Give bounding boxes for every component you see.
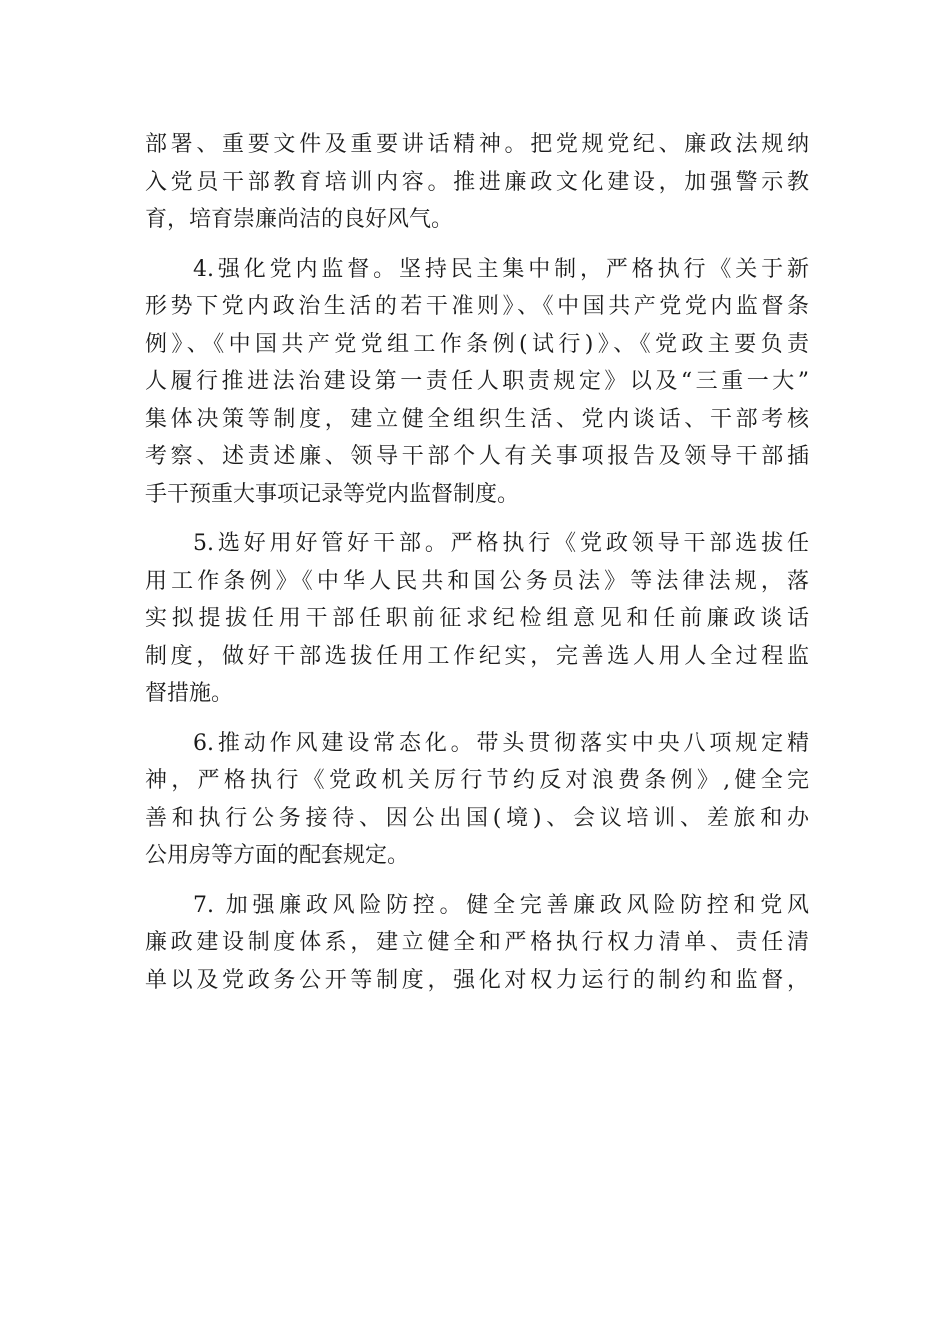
text-line: 手干预重大事项记录等党内监督制度。: [145, 481, 520, 507]
text-line: 制度，做好干部选拔任用工作纪实，完善选人用人全过程监: [145, 643, 809, 669]
text-line: 实拟提拔任用干部任职前征求纪检组意见和任前廉政谈话: [145, 606, 809, 631]
document-body: [145, 126, 809, 1011]
text-line: 6.推动作风建设常态化。带头贯彻落实中央八项规定精: [193, 730, 809, 756]
paragraph-item-5: [145, 525, 809, 713]
text-line: 入党员干部教育培训内容。推进廉政文化建设，加强警示教: [145, 169, 809, 195]
text-line: 人履行推进法治建设第一责任人职责规定》以及“三重一大”: [145, 369, 809, 394]
text-line: 7. 加强廉政风险防控。健全完善廉政风险防控和党风: [193, 892, 809, 918]
paragraph-item-7: [145, 887, 809, 1000]
text-line: 育，培育崇廉尚洁的良好风气。: [145, 207, 454, 232]
text-line: 考察、述责述廉、领导干部个人有关事项报告及领导干部插: [145, 444, 809, 469]
text-line: 公用房等方面的配套规定。: [145, 843, 410, 868]
text-line: 4.强化党内监督。坚持民主集中制，严格执行《关于新: [193, 256, 809, 282]
text-line: 例》、《中国共产党党组工作条例(试行)》、《党政主要负责: [145, 331, 809, 357]
paragraph-continuation: [145, 126, 809, 239]
text-line: 集体决策等制度，建立健全组织生活、党内谈话、干部考核: [145, 406, 809, 432]
text-line: 5.选好用好管好干部。严格执行《党政领导干部选拔任: [193, 531, 809, 556]
text-line: 督措施。: [145, 681, 234, 706]
text-line: 部署、重要文件及重要讲话精神。把党规党纪、廉政法规纳: [145, 132, 809, 157]
text-line: 单以及党政务公开等制度，强化对权力运行的制约和监督，: [145, 967, 809, 993]
text-line: 善和执行公务接待、因公出国(境)、会议培训、差旅和办: [145, 805, 809, 831]
text-line: 廉政建设制度体系，建立健全和严格执行权力清单、责任清: [145, 930, 809, 955]
text-line: 形势下党内政治生活的若干准则》、《中国共产党党内监督条: [145, 294, 809, 319]
text-line: 用工作条例》《中华人民共和国公务员法》等法律法规，落: [145, 568, 809, 594]
text-line: 神，严格执行《党政机关厉行节约反对浪费条例》,健全完: [145, 768, 809, 793]
paragraph-item-4: [145, 251, 809, 514]
paragraph-item-6: [145, 725, 809, 875]
